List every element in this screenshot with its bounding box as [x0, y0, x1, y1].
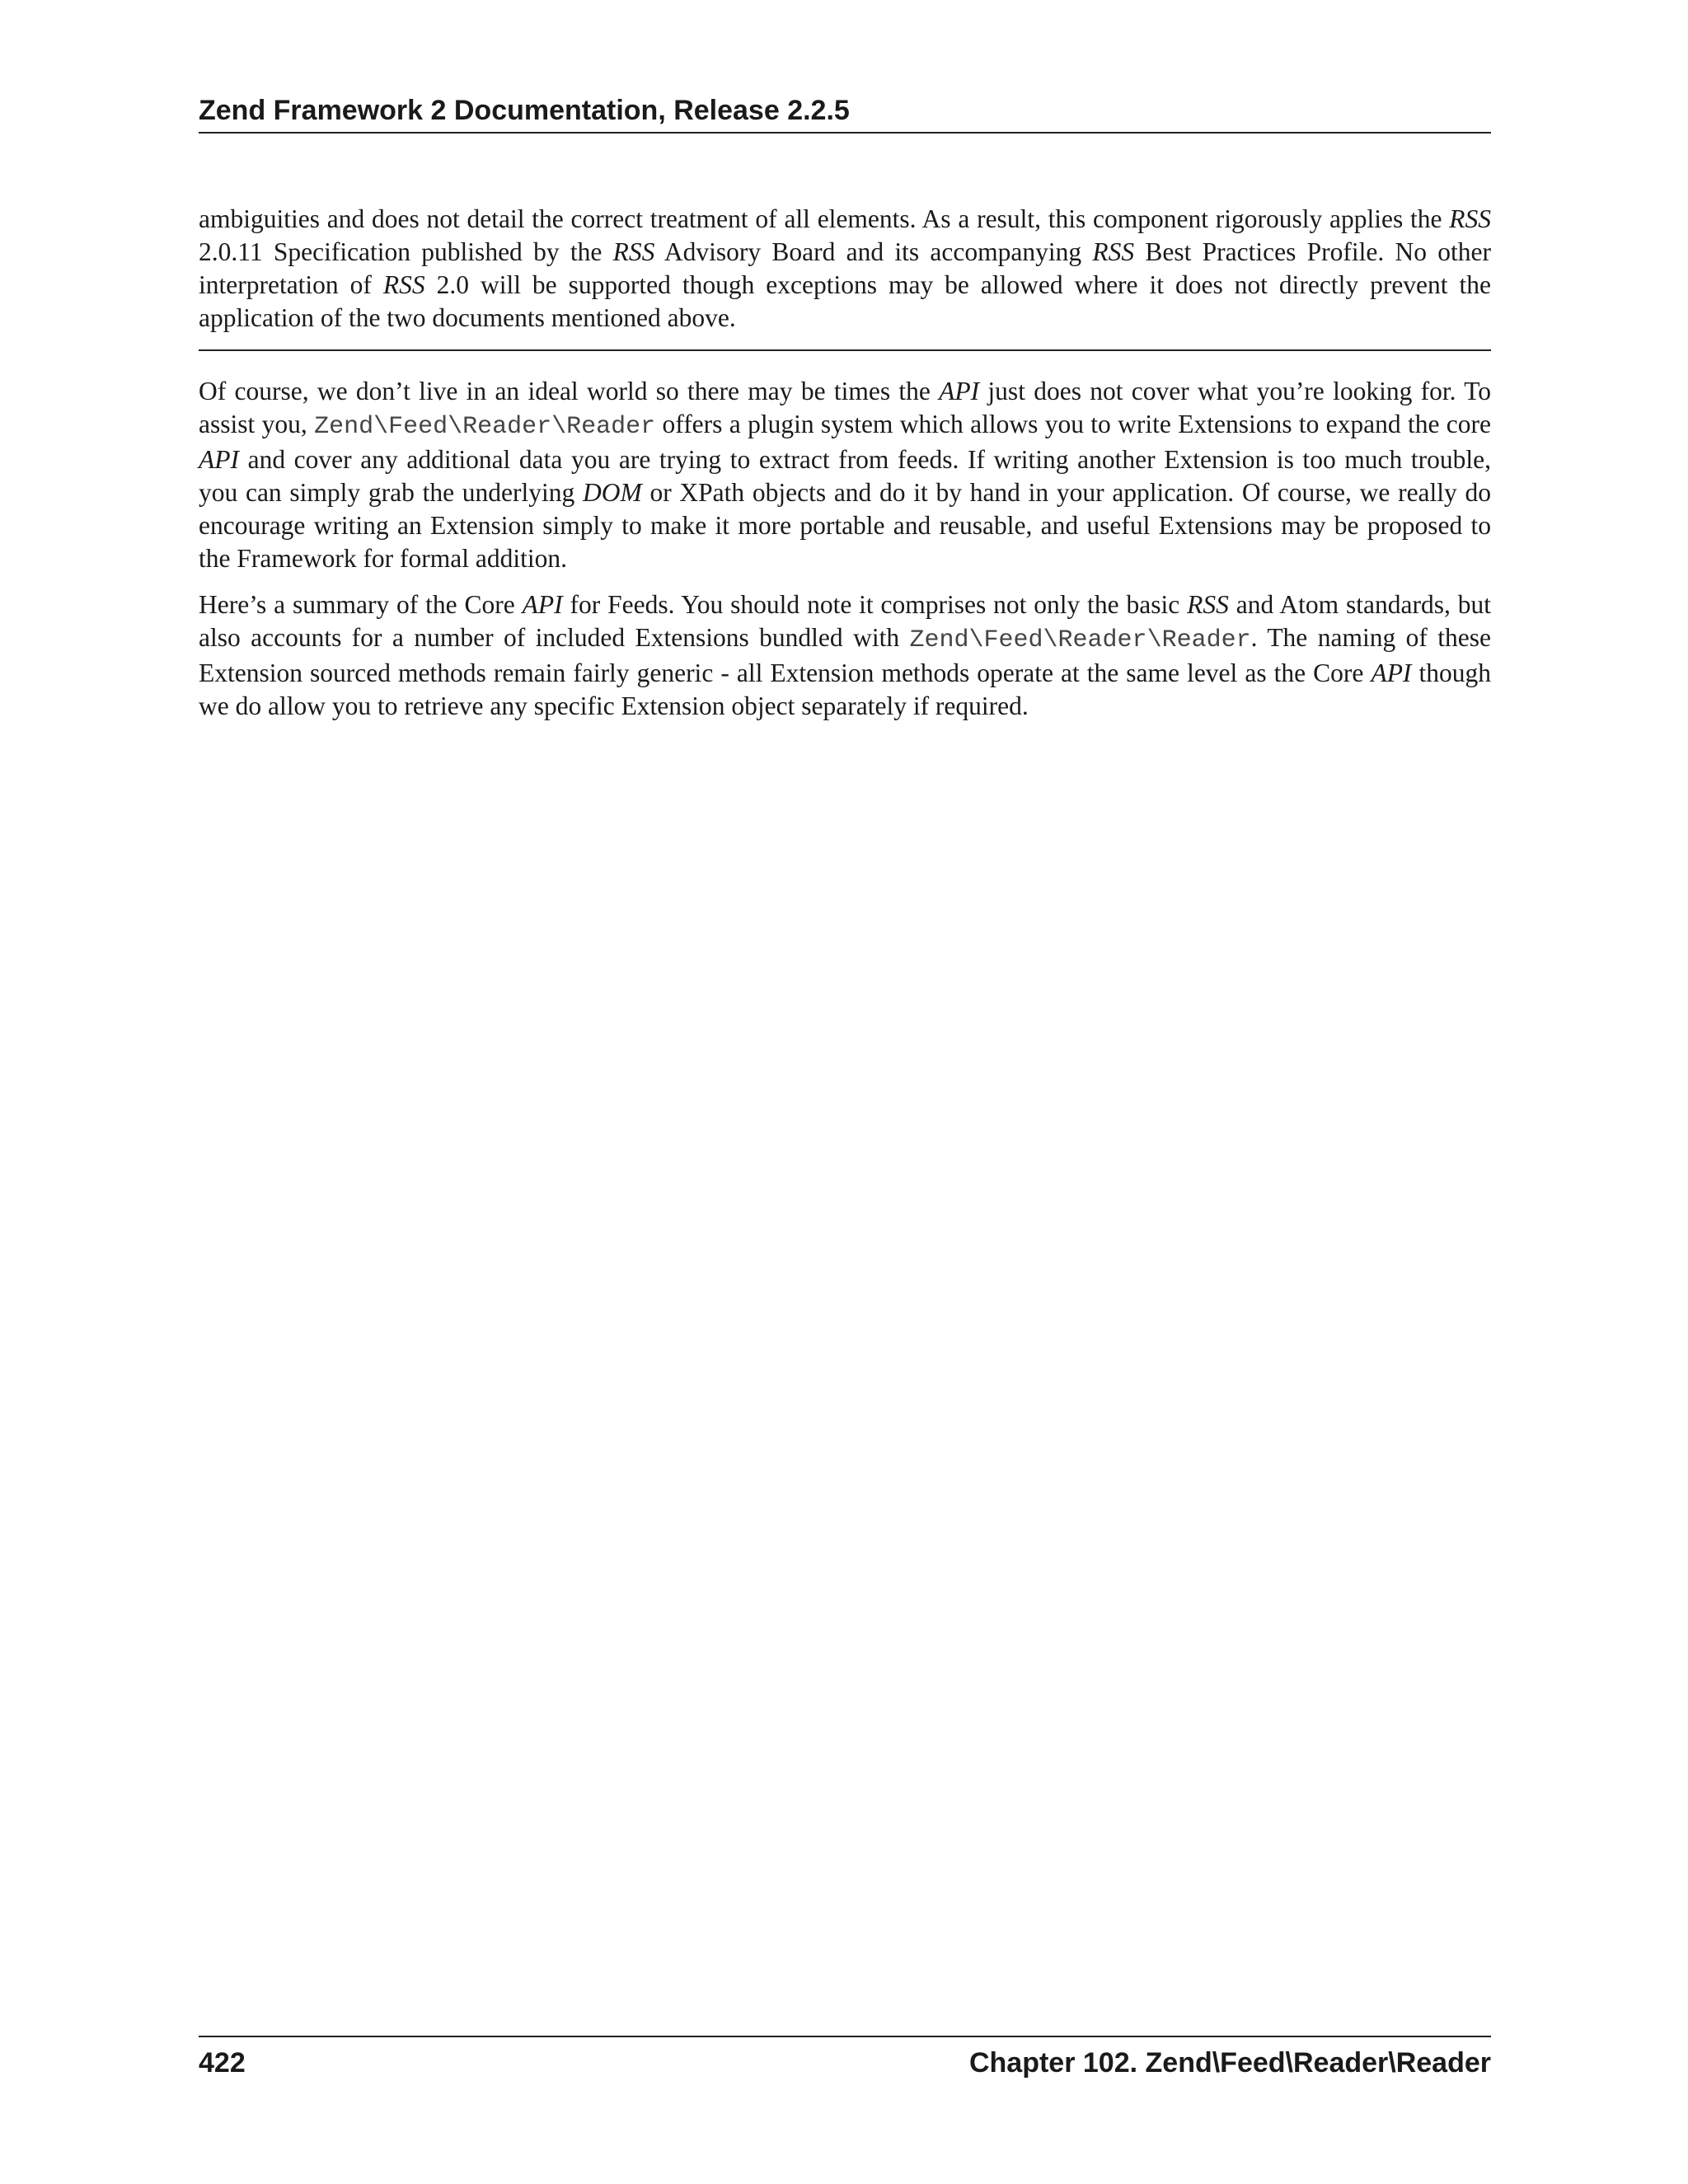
em-api: API	[199, 445, 239, 474]
paragraph-core-api-summary: Here’s a summary of the Core API for Feeds. You should note it comprises not only the basic RSS and Atom standards, but also accounts for a number of included Extensions bundled with Zend\Feed\Reader\Reader. The naming of these Extension sourced methods remain fairly generic - all Extension methods operate at the same level as the Core API though we do allow you to retrieve any specific Extension object separately if required.	[199, 590, 1491, 720]
em-rss: RSS	[612, 237, 655, 266]
em-rss: RSS	[1449, 204, 1491, 233]
em-rss: RSS	[1187, 590, 1229, 619]
em-api: API	[1371, 658, 1412, 687]
code-class-name: Zend\Feed\Reader\Reader	[909, 626, 1251, 654]
chapter-title: Chapter 102. Zend\Feed\Reader\Reader	[968, 2047, 1491, 2079]
paragraph-plugin-system: Of course, we don’t live in an ideal world so there may be times the API just does not cover what you’re looking for. To assist you, Zend\Feed\Reader\Reader offers a plugin system which allows you to write Extensions to expand the core API and cover any additional data you are trying to extract from feeds. If writing another Extension is too much trouble, you can simply grab the underlying DOM or XPath objects and do it by hand in your application. Of course, we really do encourage writing an Extension simply to make it more portable and reusable, and useful Extensions may be proposed to the Framework for formal addition.	[199, 377, 1492, 573]
code-class-name: Zend\Feed\Reader\Reader	[314, 413, 656, 441]
header-title: Zend Framework 2 Documentation, Release 2.2.5	[199, 95, 850, 126]
em-api: API	[522, 590, 563, 619]
main-content	[199, 375, 1491, 723]
page-number: 422	[199, 2047, 246, 2079]
em-dom: DOM	[582, 478, 642, 507]
running-footer	[199, 2036, 1491, 2079]
note-continuation	[199, 203, 1491, 351]
em-rss: RSS	[382, 270, 425, 299]
em-api: API	[939, 377, 980, 405]
note-paragraph: ambiguities and does not detail the correct treatment of all elements. As a result, this component rigorously applies the RSS 2.0.11 Specification published by the RSS Advisory Board and its accompanying RSS Best Practices Profile. No other interpretation of RSS 2.0 will be supported though exceptions may be allowed where it does not directly prevent the application of the two documents mentioned above.	[199, 204, 1491, 332]
em-rss: RSS	[1092, 237, 1135, 266]
running-header	[199, 92, 1491, 134]
